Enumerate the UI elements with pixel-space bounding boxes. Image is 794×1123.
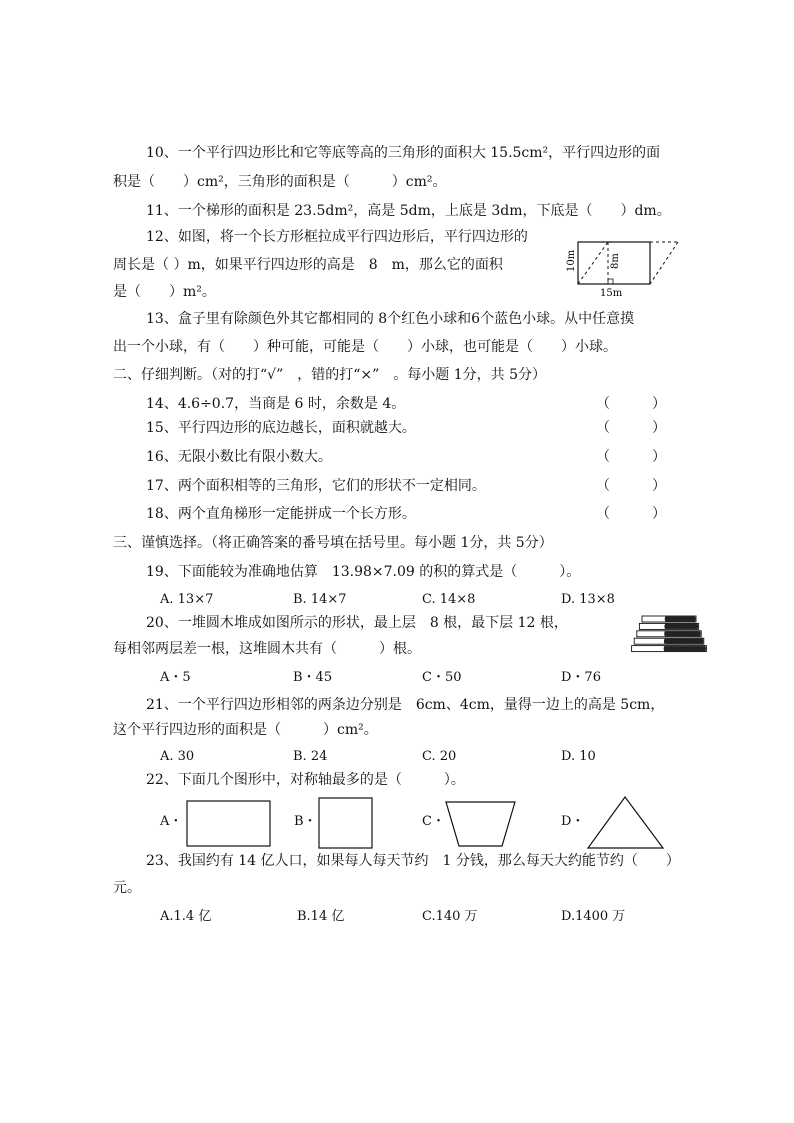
q23-line1: 23、我国约有 14 亿人口，如果每人每天节约 1 分钱，那么每天大约能节约（ ） xyxy=(146,853,680,869)
q12-line1: 12、如图，将一个长方形框拉成平行四边形后，平行四边形的 xyxy=(146,229,528,245)
q16-bracket: （ ） xyxy=(596,449,666,465)
q12-line2: 周长是（ ）m，如果平行四边形的高是 8 m，那么它的面积 xyxy=(113,257,503,273)
q15-bracket: （ ） xyxy=(596,420,666,436)
q21-option-d: D. 10 xyxy=(561,749,596,764)
q21-option-c: C. 20 xyxy=(422,749,457,764)
q18-bracket: （ ） xyxy=(596,506,666,522)
q22-line: 22、下面几个图形中，对称轴最多的是（ ）。 xyxy=(146,772,465,788)
parallelogram-right-side xyxy=(650,242,678,284)
q18-line: 18、两个直角梯形一定能拼成一个长方形。 xyxy=(146,506,416,522)
q16-line: 16、无限小数比有限小数大。 xyxy=(146,449,332,465)
section-3-heading: 三、谨慎选择。（将正确答案的番号填在括号里。每小题 1分，共 5分） xyxy=(113,535,553,551)
q17-bracket: （ ） xyxy=(596,478,666,494)
label-8m: 8m xyxy=(610,253,621,269)
q20-option-d: D・76 xyxy=(561,670,601,685)
q12-line3: 是（ ）m²。 xyxy=(113,284,216,300)
q17-line: 17、两个面积相等的三角形，它们的形状不一定相同。 xyxy=(146,478,486,494)
q23-option-b: B.14 亿 xyxy=(297,909,345,924)
q15-line: 15、平行四边形的底边越长，面积就越大。 xyxy=(146,420,416,436)
q21-option-a: A. 30 xyxy=(160,749,195,764)
q21-line1: 21、一个平行四边形相邻的两条边分别是 6cm、4cm，量得一边上的高是 5cm， xyxy=(146,697,665,713)
section-2-heading: 二、仔细判断。（对的打“√” ，错的打“×” 。每小题 1分，共 5分） xyxy=(113,367,546,383)
q13-line2: 出一个小球，有（ ）种可能，可能是（ ）小球，也可能是（ ）小球。 xyxy=(113,339,617,355)
q14-bracket: （ ） xyxy=(596,396,666,412)
q23-line2: 元。 xyxy=(113,880,141,896)
q22-option-b: B・ xyxy=(294,814,317,829)
q12-parallelogram-figure xyxy=(566,238,720,300)
q21-line2: 这个平行四边形的面积是（ ）cm²。 xyxy=(113,722,378,738)
label-10m: 10m xyxy=(566,249,577,272)
log-row xyxy=(632,646,707,652)
q20-option-a: A・5 xyxy=(160,670,191,685)
option-d-triangle xyxy=(587,796,665,850)
q22-option-c: C・ xyxy=(422,814,445,829)
log-row xyxy=(639,623,698,629)
q22-option-d: D・ xyxy=(561,814,585,829)
q19-option-c: C. 14×8 xyxy=(422,592,476,607)
q20-option-b: B・45 xyxy=(293,670,333,685)
option-a-rectangle xyxy=(186,800,272,848)
log-row xyxy=(642,616,696,622)
q23-option-d: D.1400 万 xyxy=(561,909,626,924)
option-b-square xyxy=(318,797,374,850)
q20-option-c: C・50 xyxy=(422,670,462,685)
q10-line1: 10、一个平行四边形比和它等底等高的三角形的面积大 15.5cm²，平行四边形的面 xyxy=(146,145,661,161)
q14-line: 14、4.6÷0.7，当商是 6 时，余数是 4。 xyxy=(146,396,406,412)
option-c-trapezoid xyxy=(445,801,517,848)
q11-line: 11、一个梯形的面积是 23.5dm²，高是 5dm，上底是 3dm，下底是（ ）dm。 xyxy=(146,203,671,219)
q10-line2: 积是（ ）cm²，三角形的面积是（ ）cm²。 xyxy=(113,174,447,190)
right-angle-mark xyxy=(608,279,613,284)
q23-option-a: A.1.4 亿 xyxy=(160,909,212,924)
log-row xyxy=(634,638,704,644)
q23-option-c: C.140 万 xyxy=(422,909,478,924)
q20-line2: 每相邻两层差一根，这堆圆木共有（ ）根。 xyxy=(113,641,421,657)
q20-line1: 20、一堆圆木堆成如图所示的形状，最上层 8 根，最下层 12 根， xyxy=(146,615,568,631)
log-pile-figure xyxy=(630,614,710,656)
q21-option-b: B. 24 xyxy=(293,749,328,764)
q19-option-d: D. 13×8 xyxy=(561,592,615,607)
log-row xyxy=(637,631,701,637)
q19-option-b: B. 14×7 xyxy=(293,592,347,607)
q19-line: 19、下面能较为准确地估算 13.98×7.09 的积的算式是（ ）。 xyxy=(146,564,581,580)
q22-option-a: A・ xyxy=(160,814,183,829)
q19-option-a: A. 13×7 xyxy=(160,592,214,607)
parallelogram-left-side xyxy=(578,242,608,284)
label-15m: 15m xyxy=(600,288,623,299)
q13-line1: 13、盒子里有除颜色外其它都相同的 8个红色小球和6个蓝色小球。从中任意摸 xyxy=(146,311,635,327)
